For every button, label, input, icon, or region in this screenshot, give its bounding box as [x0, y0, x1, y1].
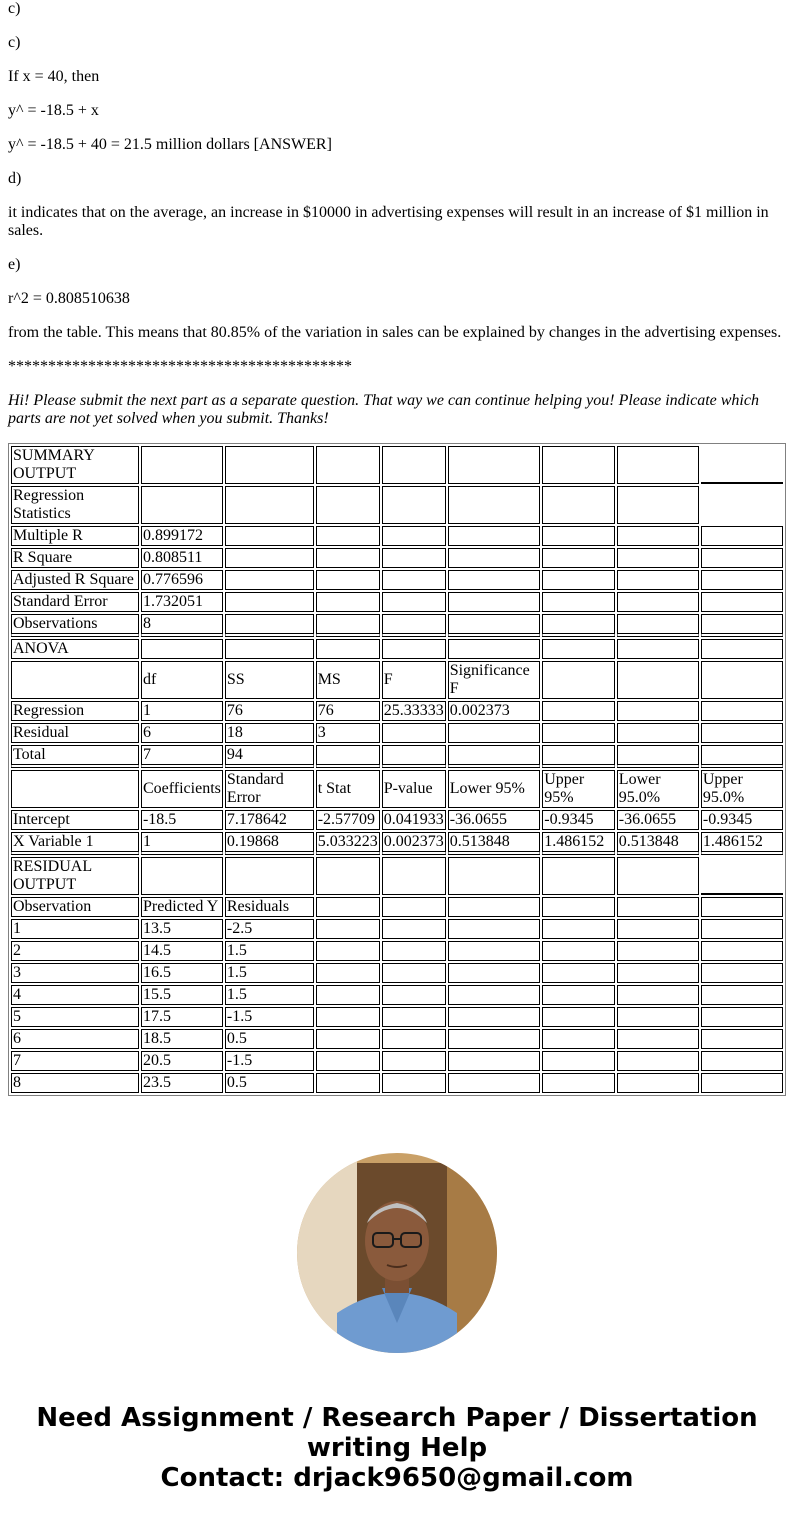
table-row: Standard Error 1.732051	[11, 592, 783, 612]
anova-title-row	[11, 639, 783, 659]
table-row: 5 17.5 -1.5	[11, 1007, 783, 1027]
submit-note: Hi! Please submit the next part as a separate question. That way we can continue helping you! Please indicate which parts are not yet solved when you submit. Thanks!	[8, 392, 759, 427]
part-e-heading: e)	[8, 256, 21, 273]
summary-title-row	[11, 446, 783, 484]
table-row: 8 23.5 0.5	[11, 1073, 783, 1093]
residual-title-row	[11, 857, 783, 895]
table-row: Regression 1 76 76 25.33333 0.002373	[11, 701, 783, 721]
table-row: 4 15.5 1.5	[11, 985, 783, 1005]
equation-text: y^ = -18.5 + x	[8, 102, 99, 119]
r-squared-text: r^2 = 0.808510638	[8, 290, 130, 307]
footer-banner	[0, 1403, 794, 1493]
footer-line-2: writing Help	[306, 1433, 488, 1463]
footer-line-1: Need Assignment / Research Paper / Dissertation	[36, 1403, 758, 1433]
regression-output-table	[8, 443, 786, 1096]
table-row: 7 20.5 -1.5	[11, 1051, 783, 1071]
avatar-portrait-icon	[297, 1153, 497, 1353]
table-row: Total 7 94	[11, 745, 783, 768]
part-e-explanation: from the table. This means that 80.85% of the variation in sales can be explained by changes in the advertising expenses.	[8, 324, 782, 341]
part-d-explanation: it indicates that on the average, an increase in $10000 in advertising expenses will result in an increase of $1 million in sales.	[8, 204, 769, 239]
author-avatar	[297, 1153, 497, 1353]
residual-header-row: Observation Predicted Y Residuals	[11, 897, 783, 917]
table-row: Observations 8	[11, 614, 783, 637]
part-d-heading: d)	[8, 170, 22, 187]
table-row: 2 14.5 1.5	[11, 941, 783, 961]
table-row: Residual 6 18 3	[11, 723, 783, 743]
separator-stars: *******************************************	[8, 358, 352, 375]
table-row: X Variable 1 1 0.19868 5.033223 0.002373 0.513848 1.486152 0.513848 1.486152	[11, 832, 783, 855]
regstats-title: Regression Statistics	[11, 486, 139, 524]
table-row: Intercept -18.5 7.178642 -2.57709 0.041933 -36.0655 -0.9345 -36.0655 -0.9345	[11, 810, 783, 830]
table-row: Adjusted R Square 0.776596	[11, 570, 783, 590]
coef-header-row: Coefficients Standard Error t Stat P-value Lower 95% Upper 95% Lower 95.0% Upper 95.0%	[11, 770, 783, 808]
regstats-title-row	[11, 486, 783, 524]
anova-header-row: df SS MS F Significance F	[11, 661, 783, 699]
answer-text: y^ = -18.5 + 40 = 21.5 million dollars [ANSWER]	[8, 136, 332, 153]
anova-title: ANOVA	[11, 639, 139, 659]
table-row: 6 18.5 0.5	[11, 1029, 783, 1049]
residual-title: RESIDUAL OUTPUT	[11, 857, 139, 895]
part-c-heading-1: c)	[8, 0, 21, 17]
part-c-heading-2: c)	[8, 34, 21, 51]
table-row: 3 16.5 1.5	[11, 963, 783, 983]
table-row: 1 13.5 -2.5	[11, 919, 783, 939]
table-row: R Square 0.808511	[11, 548, 783, 568]
footer-contact: Contact: drjack9650@gmail.com	[160, 1463, 634, 1493]
summary-title: SUMMARY OUTPUT	[11, 446, 139, 484]
if-x-text: If x = 40, then	[8, 68, 100, 85]
table-row: Multiple R 0.899172	[11, 526, 783, 546]
